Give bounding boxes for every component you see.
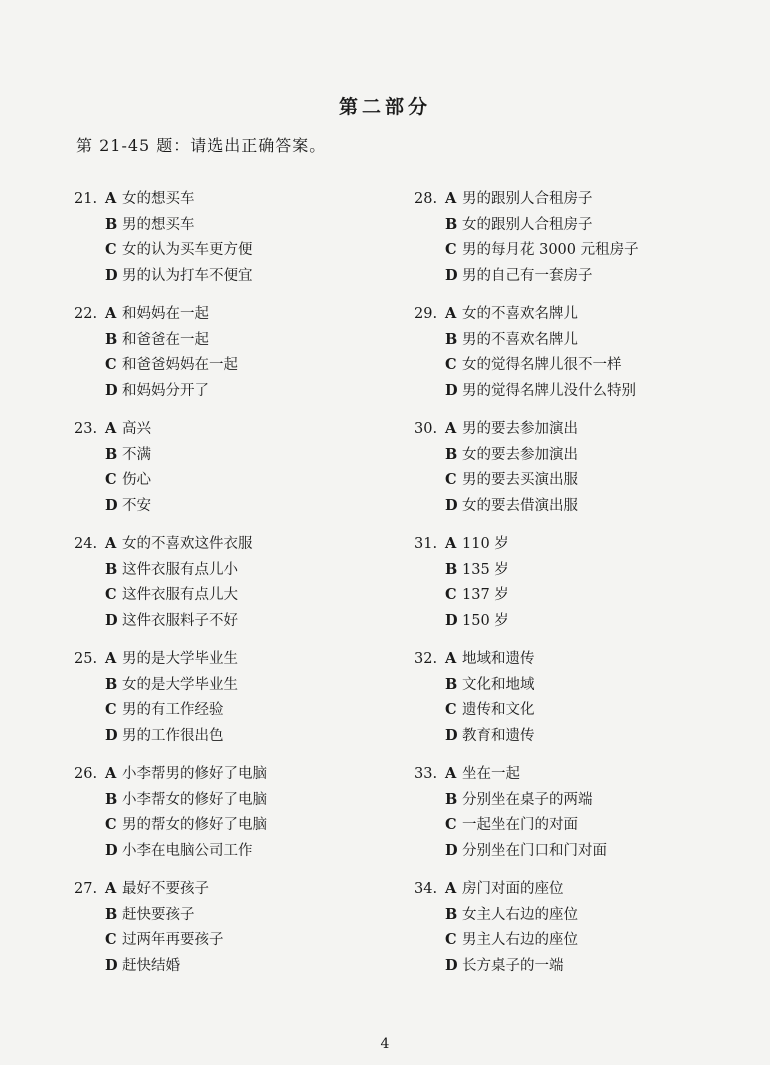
option-text: 男的想买车 — [122, 216, 195, 233]
option-letter: C — [105, 356, 117, 373]
option-text: 135 岁 — [462, 561, 509, 578]
answer-option — [74, 582, 238, 608]
option-text: 分别坐在门口和门对面 — [462, 842, 607, 859]
question-item — [74, 876, 404, 974]
question-item — [414, 531, 744, 646]
option-text: 女的是大学毕业生 — [122, 676, 238, 693]
answer-option — [74, 352, 238, 378]
question-item — [414, 876, 744, 974]
answer-option — [414, 953, 564, 979]
question-number: 21. — [74, 191, 98, 207]
option-text: 不满 — [122, 446, 151, 463]
option-letter: D — [445, 956, 458, 974]
question-number: 30. — [414, 421, 438, 437]
option-letter: D — [105, 381, 118, 399]
answer-option — [414, 352, 622, 378]
option-letter: D — [445, 841, 458, 859]
option-letter: A — [105, 880, 117, 897]
option-letter: B — [105, 675, 118, 693]
option-text: 男的是大学毕业生 — [122, 651, 238, 667]
question-number: 31. — [414, 536, 438, 552]
answer-option — [74, 301, 209, 327]
option-text: 男的跟别人合租房子 — [462, 191, 593, 207]
option-letter: D — [105, 956, 118, 974]
answer-option — [74, 787, 267, 813]
answer-option — [414, 416, 578, 442]
option-text: 150 岁 — [462, 612, 509, 629]
option-letter: B — [445, 905, 458, 923]
option-text: 一起坐在门的对面 — [462, 817, 578, 833]
option-text: 长方桌子的一端 — [462, 957, 564, 974]
option-text: 小李帮男的修好了电脑 — [122, 766, 267, 782]
option-text: 这件衣服料子不好 — [122, 612, 238, 629]
option-letter: B — [445, 675, 458, 693]
answer-option — [414, 787, 593, 813]
option-letter: B — [445, 445, 458, 463]
option-text: 男的帮女的修好了电脑 — [122, 817, 267, 833]
option-text: 坐在一起 — [462, 766, 520, 782]
answer-option — [414, 838, 607, 864]
answer-option — [414, 646, 535, 672]
option-letter: B — [445, 330, 458, 348]
question-number: 34. — [414, 881, 438, 897]
option-letter: B — [105, 560, 118, 578]
answer-option — [74, 876, 209, 902]
section-heading: 第二部分 — [338, 96, 431, 118]
option-letter: D — [445, 381, 458, 399]
option-text: 男的自己有一套房子 — [462, 267, 593, 284]
option-letter: C — [445, 701, 457, 718]
option-letter: C — [105, 586, 117, 603]
question-item — [414, 646, 744, 761]
option-text: 137 岁 — [462, 587, 509, 603]
answer-option — [74, 646, 238, 672]
question-item — [414, 416, 744, 531]
answer-option — [414, 608, 509, 634]
answer-option — [414, 902, 578, 928]
question-item — [414, 301, 744, 416]
answer-option — [414, 301, 578, 327]
answer-option — [414, 557, 509, 583]
option-letter: A — [105, 765, 117, 782]
option-letter: D — [105, 841, 118, 859]
answer-option — [74, 378, 209, 404]
option-letter: A — [445, 190, 457, 207]
option-text: 女的觉得名牌儿很不一样 — [462, 357, 622, 373]
question-item — [74, 186, 404, 301]
answer-option — [414, 327, 578, 353]
left-question-column — [74, 186, 404, 974]
right-question-column — [414, 186, 744, 974]
option-letter: B — [105, 215, 118, 233]
option-letter: D — [445, 266, 458, 284]
answer-option — [74, 212, 195, 238]
option-text: 教育和遗传 — [462, 727, 535, 744]
option-text: 不安 — [122, 497, 151, 514]
option-text: 男的要去参加演出 — [462, 421, 578, 437]
answer-option — [414, 876, 564, 902]
option-text: 男的不喜欢名牌儿 — [462, 331, 578, 348]
question-item — [74, 646, 404, 761]
answer-option — [414, 378, 636, 404]
answer-option — [74, 442, 151, 468]
question-number: 33. — [414, 766, 438, 782]
option-letter: D — [445, 611, 458, 629]
question-item — [414, 761, 744, 876]
question-number: 29. — [414, 306, 438, 322]
answer-option — [414, 812, 578, 838]
answer-option — [74, 723, 224, 749]
option-letter: C — [105, 701, 117, 718]
option-text: 小李帮女的修好了电脑 — [122, 791, 267, 808]
question-item — [74, 761, 404, 876]
option-text: 赶快结婚 — [122, 957, 180, 974]
question-number: 24. — [74, 536, 98, 552]
option-letter: B — [105, 905, 118, 923]
option-text: 分别坐在桌子的两端 — [462, 791, 593, 808]
answer-option — [414, 212, 593, 238]
option-letter: A — [105, 420, 117, 437]
answer-option — [414, 761, 520, 787]
option-text: 这件衣服有点儿大 — [122, 587, 238, 603]
option-letter: C — [445, 241, 457, 258]
answer-option — [74, 927, 224, 953]
option-text: 和妈妈分开了 — [122, 382, 209, 399]
question-item — [74, 531, 404, 646]
instruction-text: 第 21-45 题：请选出正确答案。 — [76, 136, 327, 155]
option-letter: C — [445, 816, 457, 833]
option-letter: D — [105, 266, 118, 284]
question-item — [74, 301, 404, 416]
option-letter: B — [105, 445, 118, 463]
option-text: 男的要去买演出服 — [462, 472, 578, 488]
option-letter: B — [445, 215, 458, 233]
option-letter: C — [105, 816, 117, 833]
option-text: 最好不要孩子 — [122, 881, 209, 897]
option-text: 文化和地域 — [462, 676, 535, 693]
answer-option — [414, 531, 509, 557]
answer-option — [414, 263, 593, 289]
option-text: 男的工作很出色 — [122, 727, 224, 744]
option-text: 和爸爸在一起 — [122, 331, 209, 348]
answer-option — [414, 723, 535, 749]
option-text: 女的跟别人合租房子 — [462, 216, 593, 233]
option-text: 女的认为买车更方便 — [122, 242, 253, 258]
option-letter: A — [105, 535, 117, 552]
option-text: 过两年再要孩子 — [122, 932, 224, 948]
question-number: 22. — [74, 306, 98, 322]
question-number: 25. — [74, 651, 98, 667]
option-text: 和爸爸妈妈在一起 — [122, 357, 238, 373]
option-letter: A — [445, 535, 457, 552]
option-text: 女的不喜欢这件衣服 — [122, 536, 253, 552]
option-letter: C — [445, 356, 457, 373]
answer-option — [74, 902, 195, 928]
option-text: 女的想买车 — [122, 191, 195, 207]
answer-option — [414, 493, 578, 519]
answer-option — [74, 608, 238, 634]
answer-option — [414, 186, 593, 212]
answer-option — [414, 582, 509, 608]
option-letter: C — [105, 931, 117, 948]
option-text: 赶快要孩子 — [122, 906, 195, 923]
question-item — [74, 416, 404, 531]
answer-option — [74, 263, 253, 289]
answer-option — [74, 467, 151, 493]
page-number: 4 — [380, 1036, 390, 1052]
option-letter: C — [445, 586, 457, 603]
question-number: 23. — [74, 421, 98, 437]
question-number: 27. — [74, 881, 98, 897]
option-text: 遗传和文化 — [462, 702, 535, 718]
answer-option — [74, 697, 224, 723]
option-text: 这件衣服有点儿小 — [122, 561, 238, 578]
answer-option — [74, 953, 180, 979]
option-text: 男的每月花 3000 元租房子 — [462, 242, 639, 258]
answer-option — [74, 416, 151, 442]
answer-option — [414, 697, 535, 723]
option-letter: B — [105, 790, 118, 808]
option-text: 男的认为打车不便宜 — [122, 267, 253, 284]
option-letter: A — [105, 650, 117, 667]
option-letter: A — [445, 880, 457, 897]
option-letter: C — [105, 241, 117, 258]
answer-option — [74, 186, 195, 212]
option-text: 男的觉得名牌儿没什么特别 — [462, 382, 636, 399]
option-text: 女的要去借演出服 — [462, 497, 578, 514]
option-letter: A — [445, 650, 457, 667]
option-text: 女的不喜欢名牌儿 — [462, 306, 578, 322]
option-letter: A — [105, 305, 117, 322]
option-text: 男的有工作经验 — [122, 702, 224, 718]
answer-option — [74, 838, 253, 864]
answer-option — [414, 672, 535, 698]
question-number: 28. — [414, 191, 438, 207]
answer-option — [74, 557, 238, 583]
option-text: 女主人右边的座位 — [462, 906, 578, 923]
option-letter: D — [105, 496, 118, 514]
option-letter: C — [445, 931, 457, 948]
answer-option — [414, 927, 578, 953]
option-text: 110 岁 — [462, 536, 509, 552]
option-letter: D — [105, 726, 118, 744]
answer-option — [414, 442, 578, 468]
option-letter: D — [445, 726, 458, 744]
option-text: 伤心 — [122, 472, 151, 488]
question-item — [414, 186, 744, 301]
option-text: 小李在电脑公司工作 — [122, 842, 253, 859]
answer-option — [74, 327, 209, 353]
question-number: 32. — [414, 651, 438, 667]
option-text: 男主人右边的座位 — [462, 932, 578, 948]
option-letter: A — [105, 190, 117, 207]
option-letter: B — [445, 560, 458, 578]
option-text: 房门对面的座位 — [462, 881, 564, 897]
option-text: 和妈妈在一起 — [122, 306, 209, 322]
option-text: 地域和遗传 — [462, 651, 535, 667]
answer-option — [74, 493, 151, 519]
option-letter: D — [105, 611, 118, 629]
option-letter: B — [445, 790, 458, 808]
answer-option — [74, 812, 267, 838]
option-letter: A — [445, 420, 457, 437]
answer-option — [414, 237, 639, 263]
option-letter: A — [445, 765, 457, 782]
option-letter: A — [445, 305, 457, 322]
option-text: 高兴 — [122, 421, 151, 437]
answer-option — [74, 672, 238, 698]
question-number: 26. — [74, 766, 98, 782]
option-letter: C — [105, 471, 117, 488]
option-text: 女的要去参加演出 — [462, 446, 578, 463]
answer-option — [74, 237, 253, 263]
option-letter: C — [445, 471, 457, 488]
answer-option — [74, 761, 267, 787]
answer-option — [414, 467, 578, 493]
option-letter: D — [445, 496, 458, 514]
option-letter: B — [105, 330, 118, 348]
answer-option — [74, 531, 253, 557]
